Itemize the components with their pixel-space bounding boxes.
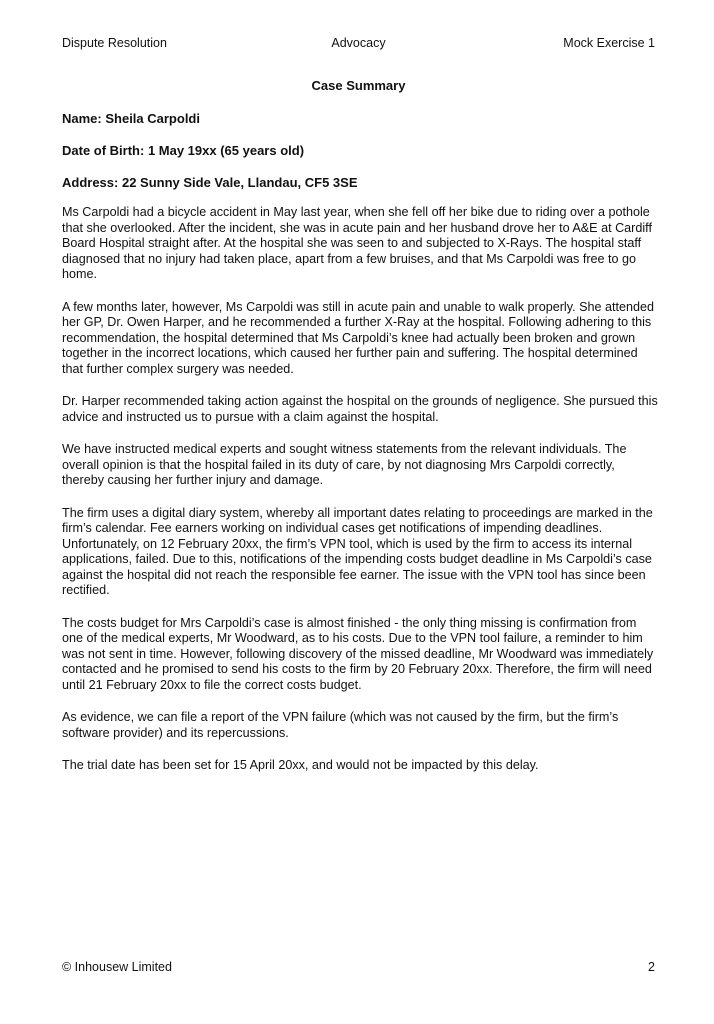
paragraph-negligence: Dr. Harper recommended taking action against the hospital on the grounds of negligence. She pursued this advice and instructed us to pursue with a claim against the hospital.	[62, 394, 658, 424]
header-left: Dispute Resolution	[62, 36, 167, 50]
header-right: Mock Exercise 1	[563, 36, 655, 50]
case-summary-body	[62, 205, 658, 791]
paragraph-costs-budget: The costs budget for Mrs Carpoldi’s case is almost finished - the only thing missing is confirmation from one of the medical experts, Mr Woodward, as to his costs. Due to the VPN tool failure, a reminder to him was not sent in time. However, following discovery of the missed deadline, Mr Woodward was immediately contacted and he promised to send his costs to the firm by 20 February 20xx. Therefore, the firm will need until 21 February 20xx to file the correct costs budget.	[62, 615, 654, 692]
client-address: Address: 22 Sunny Side Vale, Llandau, CF5 3SE	[62, 175, 358, 190]
client-dob: Date of Birth: 1 May 19xx (65 years old)	[62, 143, 305, 158]
document-title: Case Summary	[311, 78, 406, 93]
page-footer	[62, 960, 655, 976]
paragraph-trial-date: The trial date has been set for 15 April 20xx, and would not be impacted by this delay.	[62, 758, 539, 772]
paragraph-accident: Ms Carpoldi had a bicycle accident in May last year, when she fell off her bike due to riding over a pothole that she overlooked. After the incident, she was in acute pain and her husband drove her to A&E at Cardiff Board Hospital straight after. At the hospital she was seen to and subjected to X-Rays. The hospital staff diagnosed that no injury had taken place, apart from a few bruises, and that Ms Carpoldi was free to go home.	[62, 205, 652, 281]
paragraph-vpn-failure: The firm uses a digital diary system, whereby all important dates relating to proceedings are marked in the firm’s calendar. Fee earners working on individual cases get notifications of impending deadlines. Unfortunately, on 12 February 20xx, the firm’s VPN tool, which is used by the firm to access its internal applications, failed. Due to this, notifications of the impending costs budget deadline in Ms Carpoldi’s case against the hospital did not reach the responsible fee earner. The issue with the VPN tool has since been rectified.	[62, 505, 653, 597]
paragraph-evidence: As evidence, we can file a report of the VPN failure (which was not caused by the firm, but the firm’s software provider) and its repercussions.	[62, 710, 619, 740]
footer-page-number: 2	[648, 960, 655, 974]
paragraph-diagnosis: A few months later, however, Ms Carpoldi was still in acute pain and unable to walk properly. She attended her GP, Dr. Owen Harper, and he recommended a further X-Ray at the hospital. Following adhering to this recommendation, the hospital determined that Ms Carpoldi’s knee had actually been broken and grown together in the incorrect locations, which caused her further pain and suffering. The hospital determined that further complex surgery was needed.	[62, 299, 655, 376]
header-center: Advocacy	[331, 36, 386, 50]
footer-copyright: © Inhousew Limited	[62, 960, 172, 974]
page-header	[62, 36, 655, 52]
paragraph-experts: We have instructed medical experts and sought witness statements from the relevant individuals. The overall opinion is that the hospital failed in its duty of care, by not diagnosing Mrs Carpoldi correctly, thereby causing her further injury and damage.	[62, 442, 627, 487]
client-name: Name: Sheila Carpoldi	[62, 111, 200, 126]
